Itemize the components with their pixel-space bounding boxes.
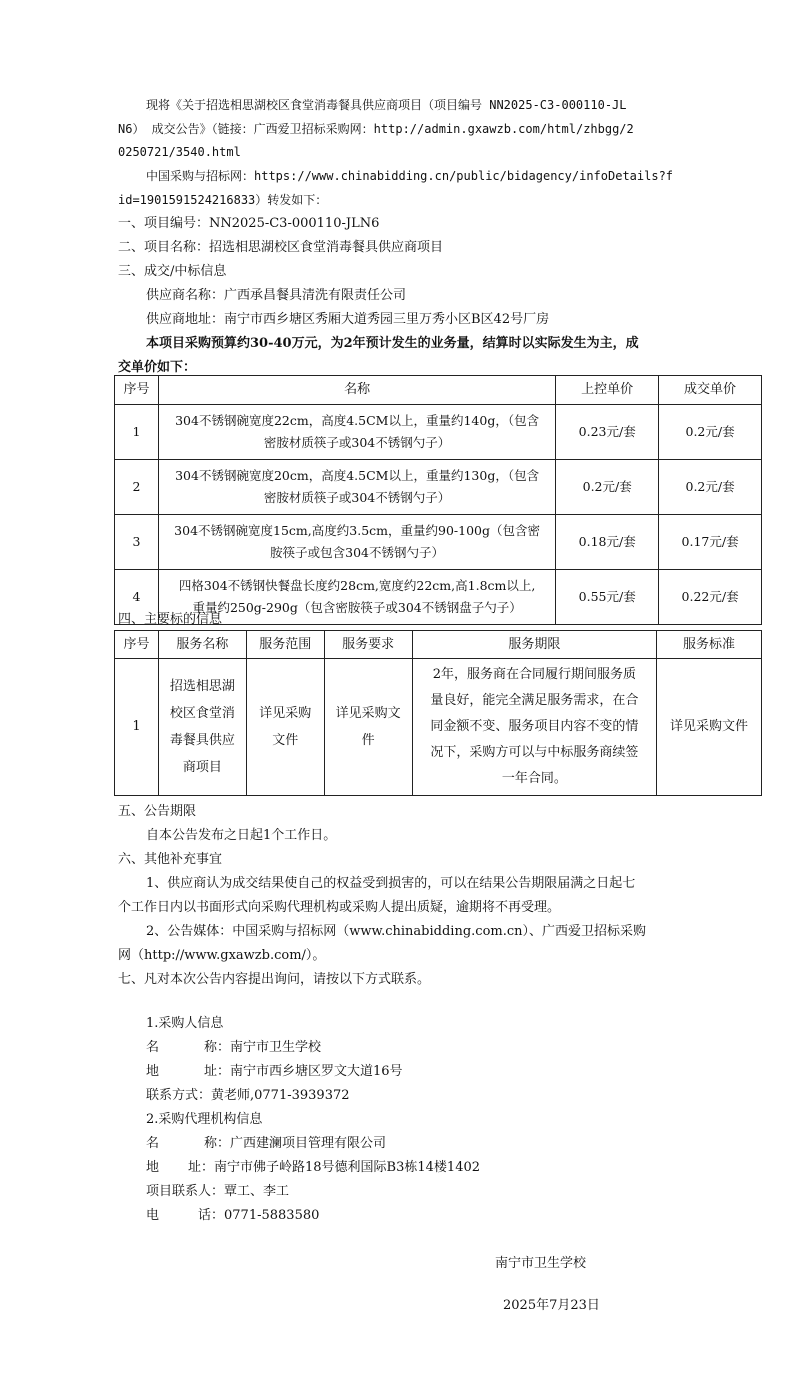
cell-line: 毒餐具供应 bbox=[169, 733, 235, 748]
project-number: 一、项目编号：NN2025-C3-000110-JLN6 bbox=[118, 216, 380, 231]
agent-address-value: 南宁市佛子岭路18号德利国际B3栋14楼1402 bbox=[214, 1160, 481, 1175]
supplier-address: 供应商地址：南宁市西乡塘区秀厢大道秀园三里万秀小区B区42号厂房 bbox=[146, 312, 550, 327]
project-name: 二、项目名称：招选相思湖校区食堂消毒餐具供应商项目 bbox=[118, 240, 444, 255]
section-6-p2-line1: 2、公告媒体：中国采购与招标网（www.chinabidding.com.cn）、广西爱卫招标采购 bbox=[146, 924, 647, 939]
row-name-line: 304不锈钢碗宽度20cm，高度4.5CM以上，重量约130g，（包含 bbox=[175, 468, 540, 483]
row-service-scope bbox=[246, 659, 324, 796]
col-header-service-name: 服务名称 bbox=[158, 631, 246, 659]
col-header-service-scope: 服务范围 bbox=[246, 631, 324, 659]
budget-line-2: 交单价如下： bbox=[118, 360, 197, 375]
col-header-no: 序号 bbox=[115, 376, 159, 405]
row-no: 3 bbox=[115, 515, 159, 570]
section-7-title: 七、凡对本次公告内容提出询问，请按以下方式联系。 bbox=[118, 972, 431, 987]
intro-line-5: id=1901591524216833）转发如下： bbox=[118, 193, 328, 207]
cell-line: 2年，服务商在合同履行期间服务质 bbox=[432, 667, 636, 682]
service-table bbox=[114, 630, 762, 796]
cell-line: 详见采购文 bbox=[335, 706, 401, 721]
row-deal-price: 0.2元/套 bbox=[659, 405, 762, 460]
agent-phone bbox=[146, 1207, 319, 1225]
buyer-address bbox=[146, 1063, 403, 1081]
intro-line-3: 0250721/3540.html bbox=[118, 145, 241, 159]
cell-line: 商项目 bbox=[182, 760, 222, 775]
row-name-line: 密胺材质筷子或304不锈钢勺子） bbox=[263, 490, 451, 505]
row-name-line: 304不锈钢碗宽度15cm,高度约3.5cm，重量约90-100g（包含密 bbox=[174, 523, 540, 538]
row-no: 1 bbox=[115, 659, 159, 796]
row-deal-price: 0.2元/套 bbox=[659, 460, 762, 515]
section-6-p1-line2: 个工作日内以书面形式向采购代理机构或采购人提出质疑，逾期将不再受理。 bbox=[118, 900, 561, 915]
label-char: 名 bbox=[146, 1040, 160, 1055]
row-deal-price: 0.17元/套 bbox=[659, 515, 762, 570]
cell-line: 校区食堂消 bbox=[169, 706, 235, 721]
cell-line: 同金额不变、服务项目内容不变的情 bbox=[430, 719, 639, 734]
label-char: 电 bbox=[146, 1208, 160, 1223]
row-cap-price: 0.55元/套 bbox=[556, 570, 659, 625]
agent-contact-person: 项目联系人：覃工、李工 bbox=[146, 1184, 290, 1199]
col-header-no: 序号 bbox=[115, 631, 159, 659]
row-name-line: 重量约250g-290g（包含密胺筷子或304不锈钢盘子勺子） bbox=[192, 600, 522, 615]
col-header-service-standard: 服务标准 bbox=[657, 631, 762, 659]
row-name bbox=[158, 405, 555, 460]
label-char: 称： bbox=[204, 1040, 231, 1055]
agent-phone-value: 0771-5883580 bbox=[224, 1208, 320, 1223]
row-name bbox=[158, 460, 555, 515]
label-char: 址： bbox=[204, 1064, 231, 1079]
cell-line: 详见采购 bbox=[259, 706, 312, 721]
row-deal-price: 0.22元/套 bbox=[659, 570, 762, 625]
signature-org: 南宁市卫生学校 bbox=[495, 1256, 587, 1271]
agent-info-title: 2.采购代理机构信息 bbox=[146, 1112, 263, 1127]
budget-line-1: 本项目采购预算约30-40万元，为2年预计发生的业务量，结算时以实际发生为主，成 bbox=[146, 336, 639, 351]
agent-address bbox=[146, 1159, 480, 1177]
section-6-p1-line1: 1、供应商认为成交结果使自己的权益受到损害的，可以在结果公告期限届满之日起七 bbox=[146, 876, 636, 891]
section-6-p2-line2: 网（http://www.gxawzb.com/）。 bbox=[118, 948, 326, 963]
agent-name bbox=[146, 1135, 386, 1153]
section-5-body: 自本公告发布之日起1个工作日。 bbox=[146, 828, 337, 843]
section-4-title: 四、主要标的信息 bbox=[118, 612, 223, 627]
price-table bbox=[114, 375, 762, 625]
col-header-deal-price: 成交单价 bbox=[659, 376, 762, 405]
label-char: 地 bbox=[146, 1160, 160, 1175]
buyer-info-title: 1.采购人信息 bbox=[146, 1016, 224, 1031]
cell-line: 一年合同。 bbox=[501, 771, 567, 786]
row-service-name bbox=[158, 659, 246, 796]
buyer-address-value: 南宁市西乡塘区罗文大道16号 bbox=[230, 1064, 403, 1079]
label-char: 话： bbox=[198, 1208, 225, 1223]
buyer-contact: 联系方式：黄老师,0771-3939372 bbox=[146, 1088, 350, 1103]
col-header-service-term: 服务期限 bbox=[412, 631, 657, 659]
cell-line: 况下，采购方可以与中标服务商续签 bbox=[430, 745, 639, 760]
row-name-line: 胺筷子或包含304不锈钢勺子） bbox=[270, 545, 445, 560]
section-5-title: 五、公告期限 bbox=[118, 804, 197, 819]
label-char: 称： bbox=[204, 1136, 231, 1151]
section-3-title: 三、成交/中标信息 bbox=[118, 264, 227, 279]
cell-line: 件 bbox=[361, 733, 375, 748]
section-6-title: 六、其他补充事宜 bbox=[118, 852, 223, 867]
row-name bbox=[158, 515, 555, 570]
supplier-name: 供应商名称：广西承昌餐具清洗有限责任公司 bbox=[146, 288, 407, 303]
intro-line-1: 现将《关于招选相思湖校区食堂消毒餐具供应商项目（项目编号 NN2025-C3-000110-JL bbox=[146, 98, 627, 112]
row-service-term bbox=[412, 659, 657, 796]
row-service-req bbox=[324, 659, 412, 796]
buyer-name-value: 南宁市卫生学校 bbox=[230, 1040, 322, 1055]
row-no: 2 bbox=[115, 460, 159, 515]
row-service-standard: 详见采购文件 bbox=[657, 659, 762, 796]
col-header-cap-price: 上控单价 bbox=[556, 376, 659, 405]
cell-line: 文件 bbox=[272, 733, 299, 748]
row-no: 4 bbox=[115, 570, 159, 625]
label-char: 址： bbox=[188, 1160, 215, 1175]
table-row bbox=[115, 659, 762, 796]
table-row bbox=[115, 405, 762, 460]
table-row bbox=[115, 515, 762, 570]
row-cap-price: 0.23元/套 bbox=[556, 405, 659, 460]
buyer-name bbox=[146, 1039, 321, 1057]
row-cap-price: 0.2元/套 bbox=[556, 460, 659, 515]
row-name-line: 304不锈钢碗宽度22cm，高度4.5CM以上，重量约140g，（包含 bbox=[175, 413, 540, 428]
col-header-name: 名称 bbox=[158, 376, 555, 405]
row-cap-price: 0.18元/套 bbox=[556, 515, 659, 570]
table-row bbox=[115, 460, 762, 515]
cell-line: 招选相思湖 bbox=[169, 679, 235, 694]
cell-line: 量良好，能完全满足服务需求，在合 bbox=[430, 693, 639, 708]
row-name-line: 密胺材质筷子或304不锈钢勺子） bbox=[263, 435, 451, 450]
label-char: 地 bbox=[146, 1064, 160, 1079]
row-name-line: 四格304不锈钢快餐盘长度约28cm,宽度约22cm,高1.8cm以上, bbox=[178, 578, 536, 593]
intro-line-2: N6） 成交公告》（链接：广西爱卫招标采购网：http://admin.gxawzb.com/html/zhbgg/2 bbox=[118, 122, 634, 136]
intro-line-4: 中国采购与招标网：https://www.chinabidding.cn/public/bidagency/infoDetails?f bbox=[146, 169, 674, 183]
col-header-service-req: 服务要求 bbox=[324, 631, 412, 659]
signature-date: 2025年7月23日 bbox=[503, 1298, 600, 1313]
agent-name-value: 广西建澜项目管理有限公司 bbox=[230, 1136, 387, 1151]
row-no: 1 bbox=[115, 405, 159, 460]
label-char: 名 bbox=[146, 1136, 160, 1151]
